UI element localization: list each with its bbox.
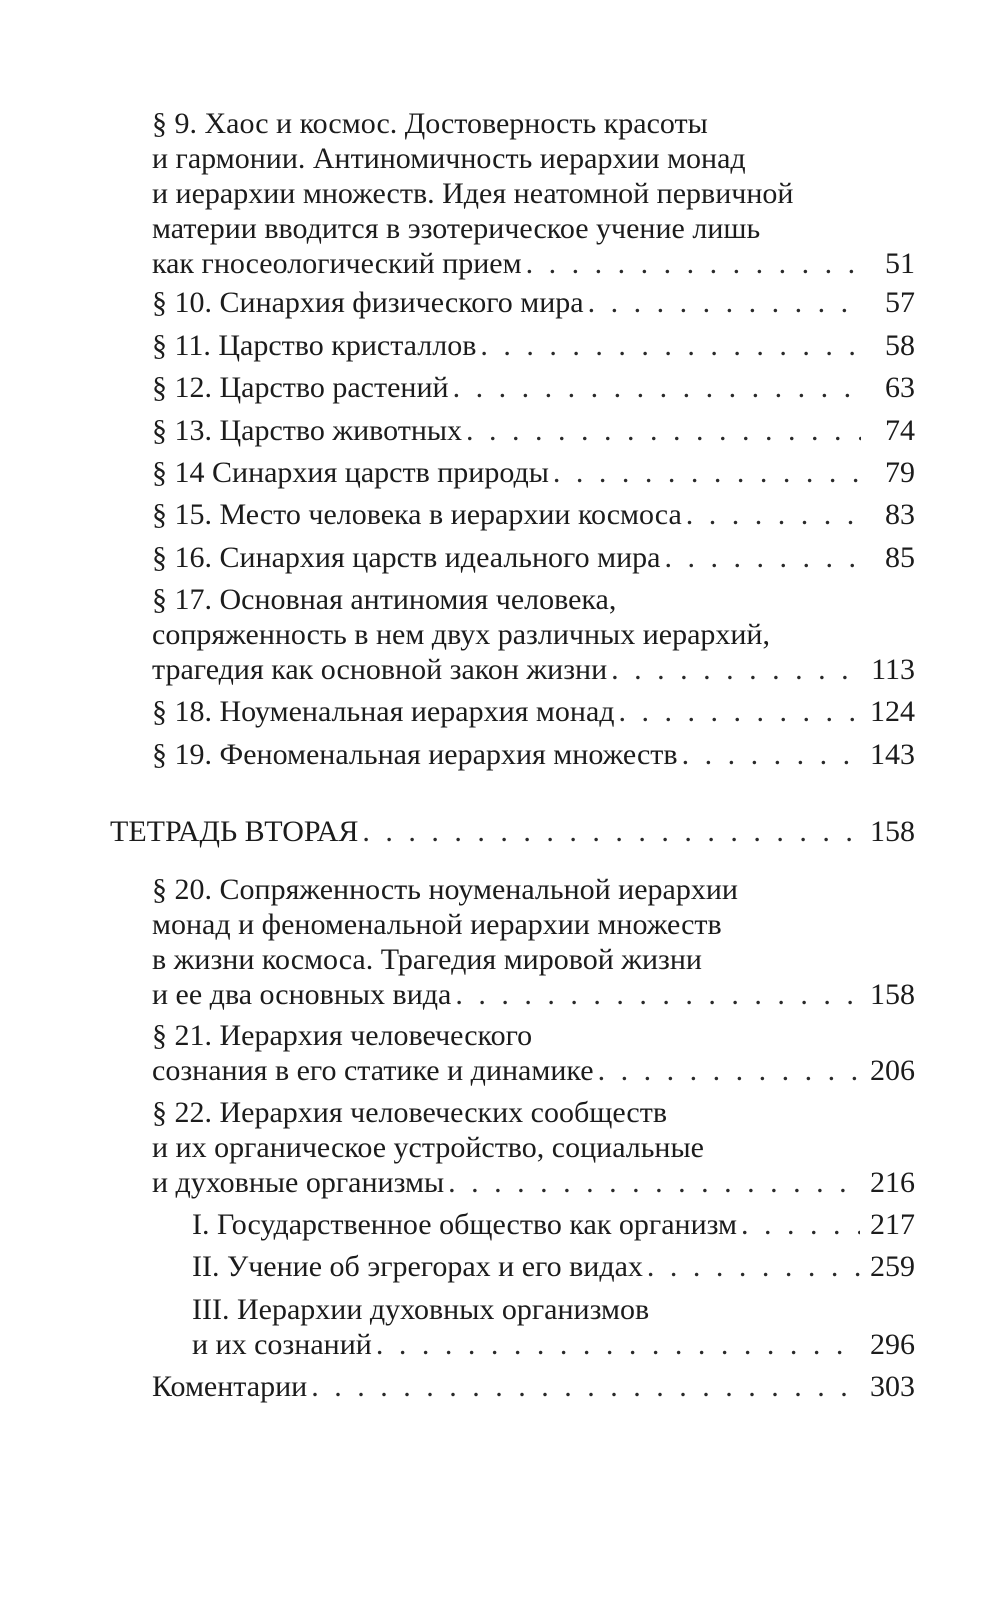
dot-leader xyxy=(448,1165,860,1200)
toc-entry-17[interactable] xyxy=(152,582,915,687)
toc-line: как гносеологический прием . . . 51 xyxy=(152,246,915,281)
page-number: 259 xyxy=(870,1250,915,1283)
toc-line: и их сознаний . . . 296 xyxy=(192,1327,915,1362)
dot-leader xyxy=(553,455,861,490)
toc-line: I. Государственное общество как организм . . . 217 xyxy=(192,1207,915,1242)
toc-line: Коментарии . . . 303 xyxy=(152,1369,915,1404)
toc-line: и их органическое устройство, социальные xyxy=(152,1131,704,1164)
page-number: 63 xyxy=(885,371,915,404)
toc-line: монад и феноменальной иерархии множеств xyxy=(152,908,722,941)
toc-entry-21[interactable] xyxy=(152,1018,915,1088)
toc-line: трагедия как основной закон жизни . . . 113 xyxy=(152,652,915,687)
toc-entry-14[interactable] xyxy=(152,455,915,490)
page-number: 217 xyxy=(870,1208,915,1241)
page-number: 74 xyxy=(885,414,915,447)
page-number: 113 xyxy=(871,653,915,686)
dot-leader xyxy=(453,370,861,405)
page-number: 124 xyxy=(870,695,915,728)
toc-line: § 17. Основная антиномия человека, xyxy=(152,583,617,616)
dot-leader xyxy=(376,1327,860,1362)
toc-subentry-22-2[interactable] xyxy=(192,1249,915,1284)
toc-entry-12[interactable] xyxy=(152,370,915,405)
toc-entry-10[interactable] xyxy=(152,285,915,320)
toc-entry-comments[interactable] xyxy=(152,1369,915,1404)
toc-line: § 21. Иерархия человеческого xyxy=(152,1019,533,1052)
toc-line: § 9. Хаос и космос. Достоверность красоты xyxy=(152,107,708,140)
toc-entry-22[interactable] xyxy=(152,1095,915,1200)
page-number: 303 xyxy=(870,1370,915,1403)
toc-entry-15[interactable] xyxy=(152,497,915,532)
toc-line: ТЕТРАДЬ ВТОРАЯ . . . 158 xyxy=(110,814,915,849)
toc-line: II. Учение об эгрегорах и его видах . . . 259 xyxy=(192,1249,915,1284)
toc-entry-18[interactable] xyxy=(152,694,915,729)
dot-leader xyxy=(466,413,861,448)
toc-line: § 19. Феноменальная иерархия множеств . . . 143 xyxy=(152,737,915,772)
toc-line: и иерархии множеств. Идея неатомной первичной xyxy=(152,177,794,210)
dot-leader xyxy=(311,1369,860,1404)
toc-entry-13[interactable] xyxy=(152,413,915,448)
toc-line: § 16. Синархия царств идеального мира . . . 85 xyxy=(152,540,915,575)
dot-leader xyxy=(598,1053,860,1088)
page-number: 158 xyxy=(870,978,915,1011)
toc-line: § 11. Царство кристаллов . . . 58 xyxy=(152,328,915,363)
page-number: 206 xyxy=(870,1054,915,1087)
toc-entry-11[interactable] xyxy=(152,328,915,363)
dot-leader xyxy=(686,497,861,532)
dot-leader xyxy=(362,814,860,849)
page-number: 57 xyxy=(885,286,915,319)
page-number: 158 xyxy=(870,815,915,848)
toc-line: § 20. Сопряженность ноуменальной иерархии xyxy=(152,873,738,906)
toc-part-2[interactable] xyxy=(110,814,915,849)
dot-leader xyxy=(682,737,860,772)
toc-entry-20[interactable] xyxy=(152,872,915,1012)
toc-entry-19[interactable] xyxy=(152,737,915,772)
page-number: 216 xyxy=(870,1166,915,1199)
page-number: 79 xyxy=(885,456,915,489)
toc-line: § 18. Ноуменальная иерархия монад . . . 124 xyxy=(152,694,915,729)
toc-line: в жизни космоса. Трагедия мировой жизни xyxy=(152,943,702,976)
dot-leader xyxy=(526,246,861,281)
toc-line: § 12. Царство растений . . . 63 xyxy=(152,370,915,405)
toc-line: сознания в его статике и динамике . . . 206 xyxy=(152,1053,915,1088)
page-number: 58 xyxy=(885,329,915,362)
page-number: 83 xyxy=(885,498,915,531)
toc-entry-9[interactable] xyxy=(152,106,915,281)
dot-leader xyxy=(664,540,861,575)
dot-leader xyxy=(647,1249,860,1284)
dot-leader xyxy=(611,652,861,687)
toc-line: § 13. Царство животных . . . 74 xyxy=(152,413,915,448)
page-number: 296 xyxy=(870,1328,915,1361)
toc-line: § 15. Место человека в иерархии космоса . . . 83 xyxy=(152,497,915,532)
dot-leader xyxy=(619,694,860,729)
dot-leader xyxy=(455,977,860,1012)
toc-line: и гармонии. Антиномичность иерархии монад xyxy=(152,142,746,175)
toc-line: материи вводится в эзотерическое учение лишь xyxy=(152,212,761,245)
toc-subentry-22-3[interactable] xyxy=(192,1292,915,1362)
page-number: 143 xyxy=(870,738,915,771)
toc-line: и духовные организмы . . . 216 xyxy=(152,1165,915,1200)
toc-line: и ее два основных вида . . . 158 xyxy=(152,977,915,1012)
toc-line: § 10. Синархия физического мира . . . 57 xyxy=(152,285,915,320)
dot-leader xyxy=(741,1207,860,1242)
dot-leader xyxy=(480,328,861,363)
toc-line: § 14 Синархия царств природы . . . 79 xyxy=(152,455,915,490)
toc-line: сопряженность в нем двух различных иерархий, xyxy=(152,618,770,651)
toc-line: § 22. Иерархия человеческих сообществ xyxy=(152,1096,668,1129)
dot-leader xyxy=(588,285,861,320)
toc-line: III. Иерархии духовных организмов xyxy=(192,1293,650,1326)
toc-subentry-22-1[interactable] xyxy=(192,1207,915,1242)
page-number: 51 xyxy=(885,247,915,280)
toc-entry-16[interactable] xyxy=(152,540,915,575)
page-number: 85 xyxy=(885,541,915,574)
